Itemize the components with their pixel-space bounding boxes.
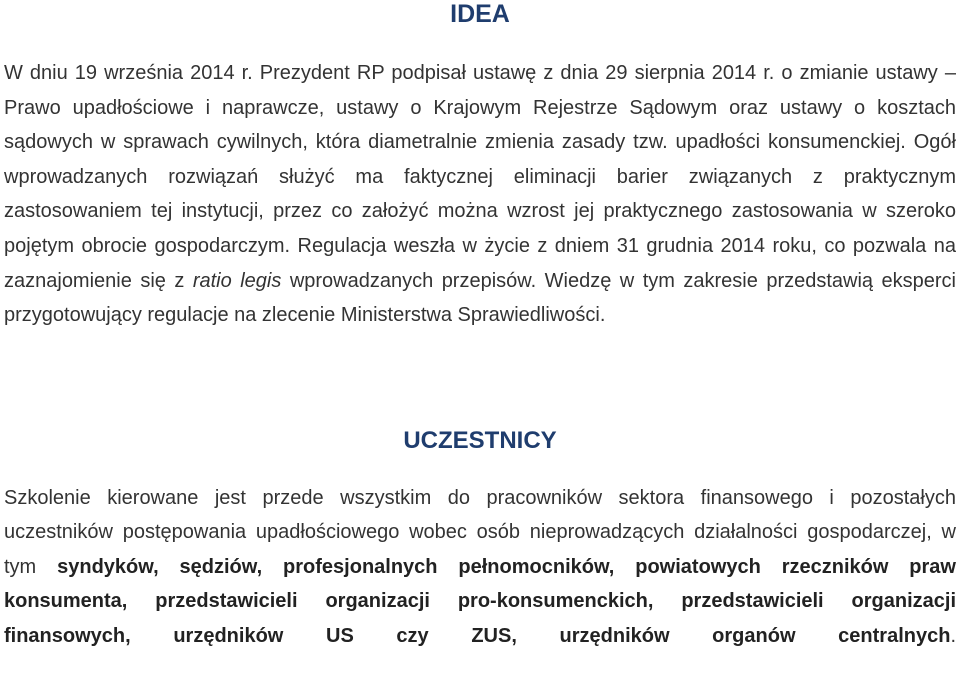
idea-heading: IDEA [450, 0, 510, 28]
participants-paragraph [4, 481, 956, 687]
participants-final-dot: . [950, 624, 956, 647]
participants-heading: UCZESTNICY [403, 427, 557, 454]
ratio-legis-term: ratio legis [192, 269, 282, 292]
idea-paragraph [4, 56, 956, 333]
participants-bold-list: syndyków, sędziów, profesjonalnych pełnomocników, powiatowych rzeczników praw konsumenta, przedstawicieli organizacji pro-konsumenckich, przedstawicieli organizacji finansowych, urzędników US czy ZUS, urzędników organów centralnych [4, 555, 956, 647]
idea-text: W dniu 19 września 2014 r. Prezydent RP podpisał ustawę z dnia 29 sierpnia 2014 r. o zmianie ustawy – Prawo upadłościowe i naprawcze, ustawy o Krajowym Rejestrze Sądowym oraz ustawy o kosztach sądowych w sprawach cywilnych, która diametralnie zmienia zasady tzw. upadłości konsumenckiej. Ogół wprowadzanych rozwiązań służyć ma faktycznej eliminacji barier związanych z praktycznym zastosowaniem tej instytucji, przez co założyć można wzrost jej praktycznego zastosowania w szeroko pojętym obrocie gospodarczym. Regulacja weszła w życie z dniem 31 grudnia 2014 roku, co pozwala na zaznajomienie się z [4, 62, 956, 292]
idea-text-end: wprowadzanych przepisów. Wiedzę w tym zakresie przedstawią eksperci przygotowujący regulacje na zlecenie Ministerstwa Sprawiedliwości. [4, 269, 956, 327]
participants-intro: Szkolenie kierowane jest przede wszystkim do pracowników sektora finansowego i pozostałych uczestników postępowania upadłościowego wobec osób nieprowadzących działalności gospodarczej, w tym [4, 487, 956, 578]
